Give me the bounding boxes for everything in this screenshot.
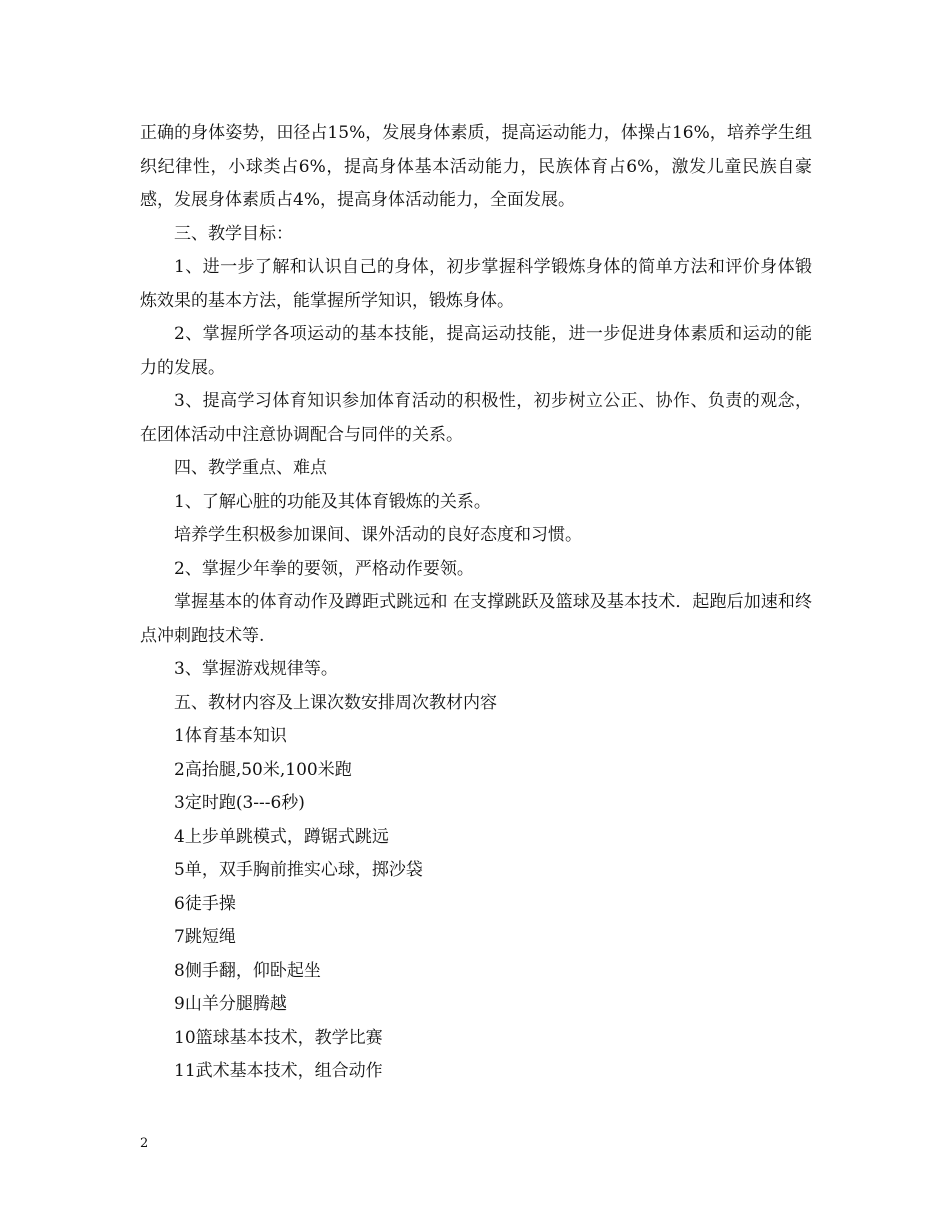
key-point-1-detail: 培养学生积极参加课间、课外活动的良好态度和习惯。 [174, 525, 582, 545]
content-item-3: 3定时跑(3---6秒) [174, 793, 305, 813]
content-item-5: 5单，双手胸前推实心球，掷沙袋 [174, 860, 423, 880]
key-point-1: 1、了解心脏的功能及其体育锻炼的关系。 [174, 491, 491, 512]
heading-teaching-goals: 三、教学目标： [174, 223, 293, 244]
content-item-11: 11武术基本技术，组合动作 [174, 1061, 383, 1081]
content-item-1: 1体育基本知识 [174, 726, 287, 746]
content-item-8: 8侧手翻，仰卧起坐 [174, 960, 321, 981]
content-item-9: 9山羊分腿腾越 [174, 994, 287, 1014]
page-number: 2 [140, 1136, 149, 1151]
heading-course-content: 五、教材内容及上课次数安排周次教材内容 [174, 692, 497, 713]
goal-item-1: 1、进一步了解和认识自己的身体，初步掌握科学锻炼身体的简单方法和评价身体锻炼效果的基本方法，能掌握所学知识，锻炼身体。 [140, 257, 812, 311]
key-point-2: 2、掌握少年拳的要领，严格动作要领。 [174, 558, 474, 579]
heading-key-points: 四、教学重点、难点 [174, 458, 327, 478]
goal-item-3: 3、提高学习体育知识参加体育活动的积极性，初步树立公正、协作、负责的观念，在团体活动中注意协调配合与同伴的关系。 [140, 391, 812, 445]
content-item-2: 2高抬腿,50米,100米跑 [174, 759, 352, 780]
content-item-10: 10篮球基本技术，教学比赛 [174, 1027, 383, 1048]
key-point-3: 3、掌握游戏规律等。 [174, 659, 338, 679]
content-item-7: 7跳短绳 [174, 927, 236, 947]
content-item-4: 4上步单跳模式，蹲锯式跳远 [174, 826, 389, 847]
key-point-2-detail: 掌握基本的体育动作及蹲距式跳远和 在支撑跳跃及篮球及基本技术．起跑后加速和终点冲刺跑技术等. [140, 592, 812, 646]
document-body [140, 117, 812, 1089]
paragraph-1: 正确的身体姿势，田径占15%，发展身体素质，提高运动能力，体操占16%，培养学生组织纪律性，小球类占6%，提高身体基本活动能力，民族体育占6%，激发儿童民族自豪感，发展身体素质占4%，提高身体活动能力，全面发展。 [140, 123, 812, 210]
goal-item-2: 2、掌握所学各项运动的基本技能，提高运动技能，进一步促进身体素质和运动的能力的发展。 [140, 324, 812, 378]
content-item-6: 6徒手操 [174, 893, 236, 914]
